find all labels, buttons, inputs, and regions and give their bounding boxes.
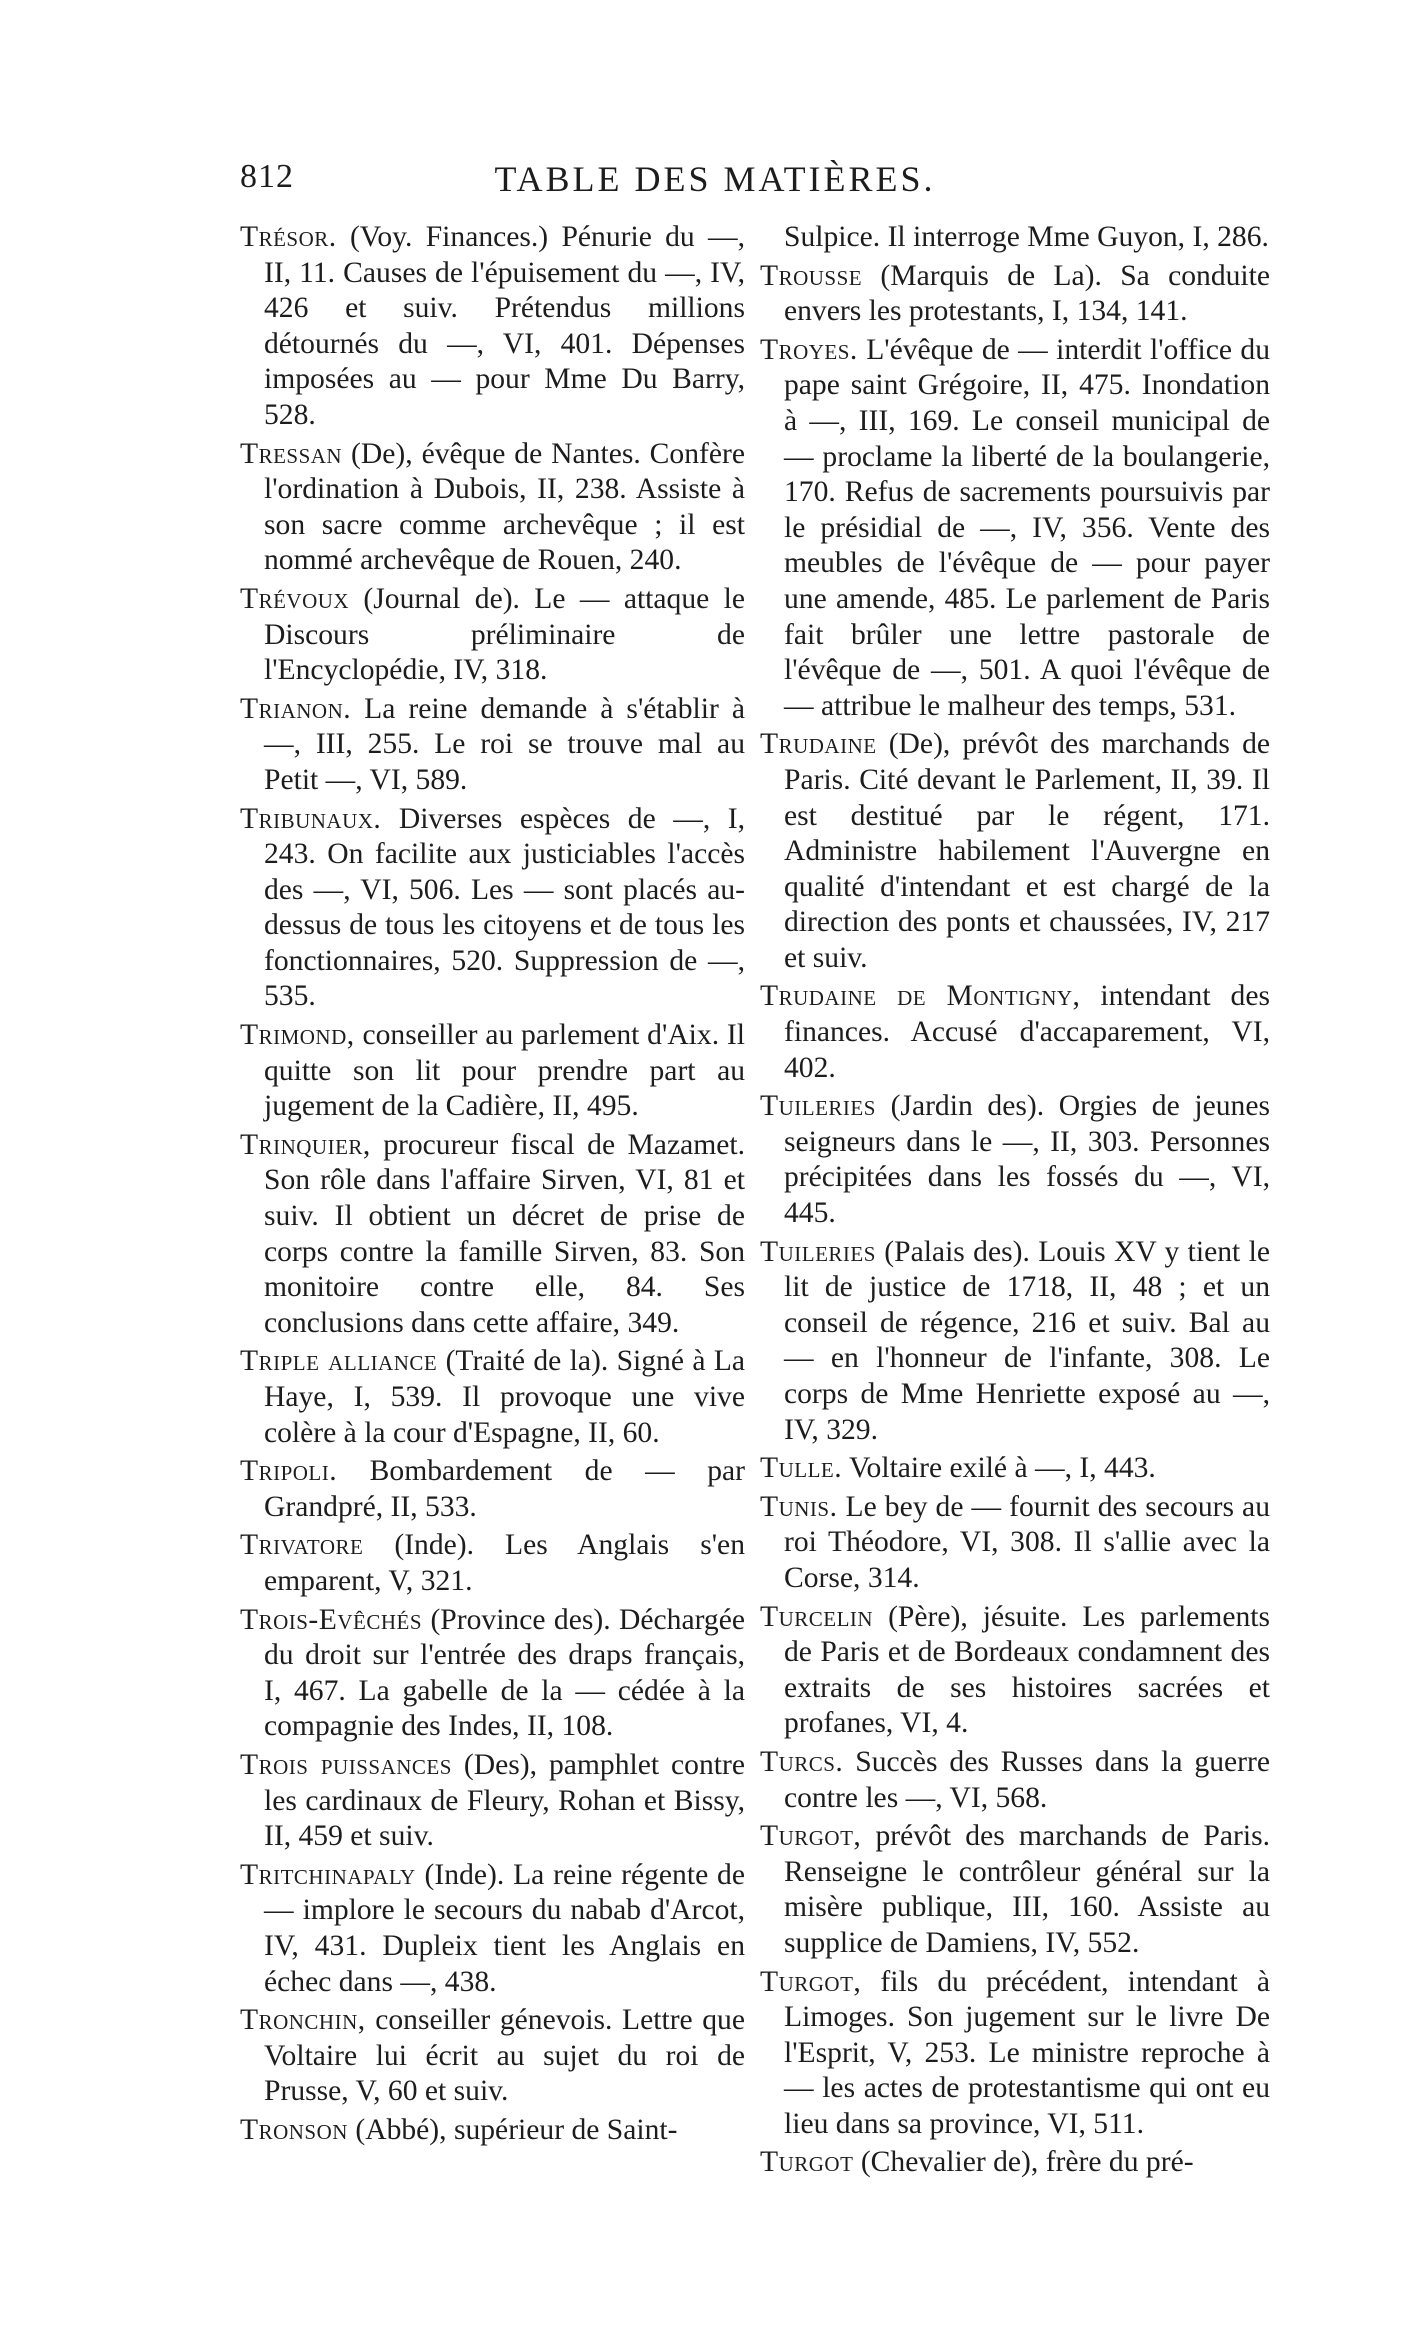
entry-head: Turgot, [760,1820,862,1853]
entry-head: Turgot [760,2146,854,2179]
index-entry [240,1128,745,1342]
entry-text: prévôt des marchands de Paris. Renseigne le contrôleur général sur la misère publique, III, 160. Assiste au supplice de Damiens, IV, 552. [784,1820,1270,1959]
entry-text: (Palais des). Louis XV y tient le lit de justice de 1718, II, 48 ; et un conseil de régence, 216 et suiv. Bal au — en l'honneur de l'infante, 308. Le corps de Mme Henriette exposé au —, IV, 329. [784,1235,1270,1446]
entry-text: (De), évêque de Nantes. Confère l'ordination à Dubois, II, 238. Assiste à son sacre comme archevêque ; il est nommé archevêque de Rouen, 240. [264,437,745,577]
index-entry [760,727,1270,976]
entry-text: Diverses espèces de —, I, 243. On facilite aux justiciables l'accès des —, VI, 506. Les — sont placés au-dessus de tous les citoyens et de tous les fonctionnaires, 520. Suppression de —, 535. [264,802,745,1013]
entry-text: Sulpice. Il interroge Mme Guyon, I, 286. [784,221,1269,253]
running-head [240,158,1190,208]
entry-text: Bombardement de — par Grandpré, II, 533. [264,1455,745,1523]
entry-text: (Marquis de La). Sa conduite envers les protestants, I, 134, 141. [784,259,1270,328]
entry-head: Trianon. [240,692,352,725]
index-entry [760,333,1270,725]
entry-head: Tressan [240,437,343,470]
entry-head: Trinquier, [240,1128,371,1161]
index-entry [240,2113,745,2149]
entry-text: (Des), pamphlet contre les cardinaux de Fleury, Rohan et Bissy, II, 459 et suiv. [264,1748,745,1853]
entry-text: procureur fiscal de Mazamet. Son rôle dans l'affaire Sirven, VI, 81 et suiv. Il obtient un décret de prise de corps contre la famille Sirven, 83. Son monitoire contre elle, 84. Ses conclusions dans cette affaire, 349. [264,1128,745,1339]
entry-text: (Inde). Les Anglais s'en emparent, V, 321. [264,1529,745,1597]
index-entry [240,1344,745,1451]
index-entry [760,1089,1270,1231]
entry-text: La reine demande à s'établir à —, III, 255. Le roi se trouve mal au Petit —, VI, 589. [264,692,745,796]
entry-head: Trivatore [240,1529,364,1562]
index-entry [240,1018,745,1125]
page-number: 812 [240,158,294,195]
entry-text: (Jardin des). Orgies de jeunes seigneurs dans le —, II, 303. Personnes précipitées dans les fossés du —, VI, 445. [784,1090,1270,1230]
index-entry [240,2003,745,2110]
entry-head: Trudaine de Montigny, [760,980,1081,1013]
entry-head: Tuileries [760,1090,876,1123]
entry-head: Trois puissances [240,1748,452,1781]
entry-text: intendant des finances. Accusé d'accaparement, VI, 402. [784,980,1270,1084]
index-entry [760,1490,1270,1597]
right-column [760,220,1270,2184]
index-entry [240,220,745,434]
entry-text: (Chevalier de), frère du pré- [853,2146,1194,2179]
entry-text: Le bey de — fournit des secours au roi Théodore, VI, 308. Il s'allie avec la Corse, 314. [784,1490,1270,1594]
entry-text: (De), prévôt des marchands de Paris. Cité devant le Parlement, II, 39. Il est destitué par le régent, 171. Administre habilement l'Auvergne en qualité d'intendant et est chargé de la direction des ponts et chaussées, IV, 217 et suiv. [784,728,1270,974]
index-entry [240,1858,745,2000]
index-entry [760,259,1270,330]
index-entry [760,1451,1270,1487]
entry-text: L'évêque de — interdit l'office du pape saint Grégoire, II, 475. Inondation à —, III, 169. Le conseil municipal de — proclame la liberté de la boulangerie, 170. Refus de sacrements poursuivis par le présidial de —, IV, 356. Vente des meubles de l'évêque de — pour payer une amende, 485. Le parlement de Paris fait brûler une lettre pastorale de l'évêque de —, 501. A quoi l'évêque de — attribue le malheur des temps, 531. [784,333,1270,722]
index-entry [240,437,745,579]
index-entry [760,1600,1270,1742]
entry-head: Trousse [760,259,863,292]
index-entry [240,582,745,689]
entry-head: Tronson [240,2113,348,2146]
entry-text: (Abbé), supérieur de Saint- [347,2113,678,2146]
entry-text: Voltaire exilé à —, I, 443. [842,1452,1156,1485]
entry-text: conseiller au parlement d'Aix. Il quitte son lit pour prendre part au jugement de la Cadière, II, 495. [264,1019,745,1123]
entry-text: (Père), jésuite. Les parlements de Paris et de Bordeaux condamnent des extraits de ses histoires sacrées et profanes, VI, 4. [784,1600,1270,1740]
index-entry [240,802,745,1016]
index-entry [760,1235,1270,1449]
entry-head: Trévoux [240,582,350,615]
entry-head: Tribunaux. [240,802,382,835]
index-entry [760,979,1270,1086]
entry-head: Turcelin [760,1600,874,1633]
index-entry [760,1819,1270,1961]
index-entry [240,1603,745,1745]
entry-head: Tronchin, [240,2004,366,2037]
index-entry-continuation [760,220,1270,256]
entry-head: Trimond, [240,1019,355,1052]
entry-text: (Traité de la). Signé à La Haye, I, 539. Il provoque une vive colère à la cour d'Espagne, II, 60. [264,1345,745,1449]
entry-head: Tritchinapaly [240,1858,416,1891]
index-entry [240,692,745,799]
entry-head: Triple alliance [240,1345,438,1378]
page-title: TABLE DES MATIÈRES. [494,159,936,199]
entry-text: (Journal de). Le — attaque le Discours préliminaire de l'Encyclopédie, IV, 318. [264,582,745,687]
entry-text: (Inde). La reine régente de — implore le secours du nabab d'Arcot, IV, 431. Dupleix tient les Anglais en échec dans —, 438. [264,1858,745,1998]
entry-head: Turgot, [760,1965,862,1998]
entry-head: Troyes. [760,333,858,366]
entry-text: (Voy. Finances.) Pénurie du —, II, 11. Causes de l'épuisement du —, IV, 426 et suiv. Prétendus millions détournés du —, VI, 401. Dépenses imposées au — pour Mme Du Barry, 528. [264,221,745,431]
entry-text: (Province des). Déchargée du droit sur l'entrée des draps français, I, 467. La gabelle de la — cédée à la compagnie des Indes, II, 108. [264,1603,745,1743]
entry-head: Trudaine [760,728,877,761]
entry-head: Trésor. [240,221,337,253]
entry-head: Tuileries [760,1235,876,1268]
entry-text: conseiller génevois. Lettre que Voltaire lui écrit au sujet du roi de Prusse, V, 60 et suiv. [264,2004,745,2108]
index-entry [760,1965,1270,2143]
entry-text: fils du précédent, intendant à Limoges. Son jugement sur le livre De l'Esprit, V, 253. Le ministre reproche à — les actes de protestantisme qui ont eu lieu dans sa province, VI, 511. [784,1965,1270,2140]
entry-head: Tripoli. [240,1455,338,1488]
index-entry [760,1745,1270,1816]
index-entry [240,1748,745,1855]
entry-head: Tunis. [760,1490,838,1523]
entry-text: Succès des Russes dans la guerre contre les —, VI, 568. [784,1745,1270,1814]
entry-head: Trois-Evêchés [240,1603,423,1636]
index-entry [240,1454,745,1525]
index-entry [760,2145,1270,2181]
entry-head: Tulle. [760,1452,843,1485]
left-column [240,220,745,2151]
index-entry [240,1528,745,1599]
entry-head: Turcs. [760,1745,844,1778]
